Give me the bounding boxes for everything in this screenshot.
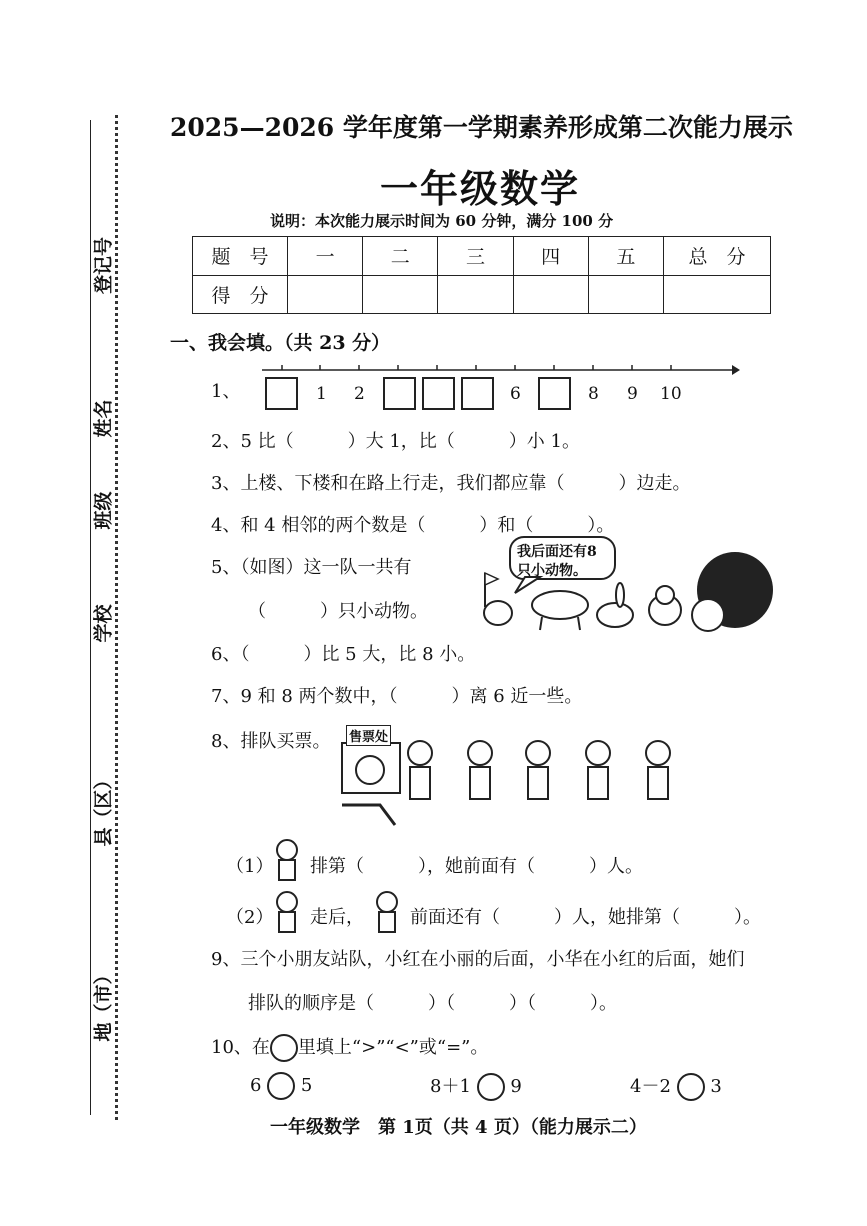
question-4: 4、和 4 相邻的两个数是（ ）和（ ）。 — [211, 515, 615, 536]
question-10 — [211, 1033, 488, 1062]
exam-title: 2025—2026 学年度第一学期素养形成第二次能力展示 — [170, 113, 793, 142]
compare-item — [250, 1072, 312, 1100]
compare-circle[interactable] — [677, 1073, 705, 1101]
score-cell: 四 — [513, 237, 588, 276]
number-label: 1 — [316, 384, 327, 404]
compare-right: 5 — [300, 1075, 313, 1096]
score-cell: 三 — [438, 237, 513, 276]
number-label: 9 — [627, 384, 638, 404]
question-10-suffix: 里填上“>”“<”或“=”。 — [297, 1037, 489, 1058]
answer-box[interactable] — [461, 377, 494, 410]
number-label: 6 — [510, 384, 521, 404]
speech-bubble-line2: 只小动物。 — [517, 563, 587, 579]
question-2: 2、5 比（ ）大 1，比（ ）小 1。 — [211, 431, 580, 452]
registration-label: 登记号 — [92, 237, 115, 295]
question-8: 8、排队买票。 — [211, 731, 331, 752]
question-8-2-prefix: （2） — [226, 907, 274, 928]
subject-title: 一年级数学 — [380, 166, 581, 211]
question-5-line2: （ ）只小动物。 — [248, 601, 428, 622]
compare-left: 4－2 — [630, 1076, 671, 1097]
compare-left: 6 — [250, 1075, 262, 1096]
number-label: 2 — [354, 384, 365, 404]
compare-circle[interactable] — [477, 1073, 505, 1101]
question-8-1: 排第（ ），她前面有（ ）人。 — [310, 856, 643, 877]
number-label: 10 — [660, 384, 682, 404]
girl-icon — [270, 838, 304, 882]
compare-right: 9 — [510, 1076, 522, 1097]
compare-right: 3 — [710, 1076, 722, 1097]
score-cell: 五 — [588, 237, 663, 276]
speech-bubble-line1: 我后面还有8 — [517, 544, 597, 560]
section-title: 一、我会填。（共 23 分） — [170, 332, 391, 354]
score-input-cell[interactable] — [438, 275, 513, 314]
score-table — [192, 236, 771, 314]
compare-circle[interactable] — [267, 1072, 295, 1100]
score-cell: 二 — [363, 237, 438, 276]
answer-box[interactable] — [422, 377, 455, 410]
score-table-header-row — [193, 237, 771, 276]
score-cell: 题 号 — [193, 237, 288, 276]
question-8-2: 前面还有（ ）人，她排第（ ）。 — [410, 907, 761, 928]
question-3: 3、上楼、下楼和在路上行走，我们都应靠（ ）边走。 — [211, 473, 691, 494]
score-input-cell[interactable] — [664, 275, 771, 314]
question-8-2-mid: 走后， — [310, 907, 364, 928]
q1-label: 1、 — [211, 381, 241, 402]
girl-icon — [370, 890, 404, 934]
score-cell: 总 分 — [664, 237, 771, 276]
number-line — [262, 360, 742, 380]
name-label: 姓名 — [92, 399, 115, 438]
class-label: 班级 — [92, 491, 115, 530]
number-label: 8 — [588, 384, 599, 404]
score-input-cell[interactable] — [588, 275, 663, 314]
page-footer: 一年级数学 第 1页（共 4 页）（能力展示二） — [270, 1117, 647, 1138]
school-label: 学校 — [92, 604, 115, 643]
score-cell: 一 — [288, 237, 363, 276]
ticket-office-sign: 售票处 — [346, 725, 391, 746]
answer-box[interactable] — [538, 377, 571, 410]
question-6: 6、（ ）比 5 大，比 8 小。 — [211, 644, 476, 665]
question-5-line1: 5、（如图）这一队一共有 — [211, 557, 412, 578]
compare-left: 8＋1 — [430, 1076, 471, 1097]
score-cell: 得 分 — [193, 275, 288, 314]
question-9-line1: 9、三个小朋友站队，小红在小丽的后面，小华在小红的后面，她们 — [211, 949, 745, 970]
city-label: 地（市） — [92, 965, 115, 1042]
question-8-1-prefix: （1） — [226, 856, 274, 877]
county-label: 县（区） — [92, 770, 115, 847]
question-7: 7、9 和 8 两个数中，（ ）离 6 近一些。 — [211, 686, 583, 707]
compare-item — [430, 1072, 522, 1101]
question-10-prefix: 10、在 — [211, 1037, 270, 1058]
score-table-score-row — [193, 275, 771, 314]
boy-icon — [270, 890, 304, 934]
score-input-cell[interactable] — [513, 275, 588, 314]
score-input-cell[interactable] — [288, 275, 363, 314]
ticket-queue-illustration — [340, 725, 685, 830]
question-9-line2: 排队的顺序是（ ）（ ）（ ）。 — [248, 993, 617, 1014]
answer-box[interactable] — [265, 377, 298, 410]
compare-item — [630, 1072, 722, 1101]
answer-box[interactable] — [383, 377, 416, 410]
score-input-cell[interactable] — [363, 275, 438, 314]
animal-queue-illustration — [470, 535, 775, 640]
instruction-text: 说明：本次能力展示时间为 60 分钟，满分 100 分 — [270, 212, 614, 230]
compare-circle[interactable] — [270, 1034, 298, 1062]
